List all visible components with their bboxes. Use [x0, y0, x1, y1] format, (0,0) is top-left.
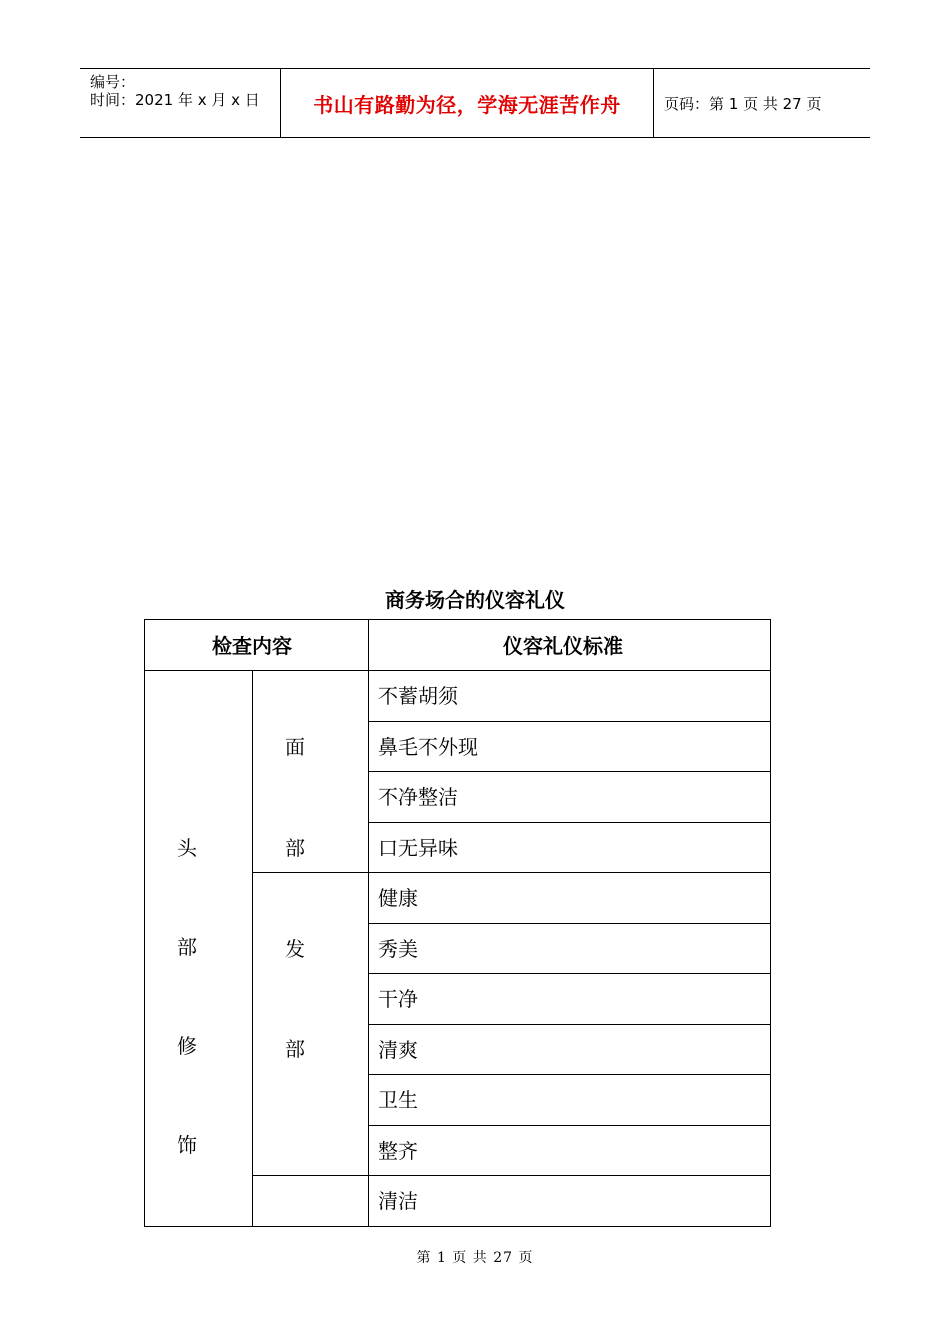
column-header-standard: 仪容礼仪标准 — [503, 634, 623, 658]
category-char: 饰 — [177, 1133, 197, 1157]
standard-cell: 不净整洁 — [378, 785, 458, 809]
row-divider — [368, 923, 771, 924]
group-divider-hair-next — [252, 1175, 369, 1176]
etiquette-table — [144, 619, 771, 1227]
table-header-divider — [144, 670, 771, 671]
row-divider — [368, 822, 771, 823]
standard-cell: 清爽 — [378, 1038, 418, 1062]
face-group-char: 面 — [285, 735, 305, 759]
document-date: 时间：2021 年 x 月 x 日 — [90, 91, 260, 109]
standard-cell: 干净 — [378, 987, 418, 1011]
standard-cell: 清洁 — [378, 1189, 418, 1213]
group-divider-face-hair — [252, 872, 369, 873]
document-number-label: 编号： — [90, 73, 136, 91]
column-header-inspection: 检查内容 — [212, 634, 292, 658]
row-divider — [368, 1024, 771, 1025]
standard-cell: 整齐 — [378, 1139, 418, 1163]
table-border-left — [144, 619, 145, 1227]
row-divider — [368, 1074, 771, 1075]
table-border-top — [144, 619, 771, 620]
standard-cell: 不蓄胡须 — [378, 684, 458, 708]
category-char: 修 — [177, 1034, 197, 1058]
document-title: 商务场合的仪容礼仪 — [385, 588, 565, 612]
table-subcolumn-divider — [252, 670, 253, 1227]
standard-cell: 口无异味 — [378, 836, 458, 860]
face-group-char: 部 — [285, 836, 305, 860]
standard-cell: 秀美 — [378, 937, 418, 961]
category-char: 头 — [177, 836, 197, 860]
hair-group-char: 发 — [285, 937, 305, 961]
header-motto: 书山有路勤为径，学海无涯苦作舟 — [281, 69, 654, 137]
row-divider — [368, 1175, 771, 1176]
standard-cell: 鼻毛不外现 — [378, 735, 478, 759]
header-page-info: 页码：第 1 页 共 27 页 — [664, 94, 822, 113]
row-divider — [368, 721, 771, 722]
row-divider — [368, 872, 771, 873]
hair-group-char: 部 — [285, 1037, 305, 1061]
row-divider — [368, 973, 771, 974]
row-divider — [368, 1125, 771, 1126]
table-border-bottom — [144, 1226, 771, 1227]
page-header — [80, 68, 870, 138]
standard-cell: 健康 — [378, 886, 418, 910]
category-char: 部 — [177, 935, 197, 959]
row-divider — [368, 771, 771, 772]
page-footer: 第 1 页 共 27 页 — [416, 1250, 534, 1266]
header-meta — [80, 69, 281, 137]
standard-cell: 卫生 — [378, 1088, 418, 1112]
